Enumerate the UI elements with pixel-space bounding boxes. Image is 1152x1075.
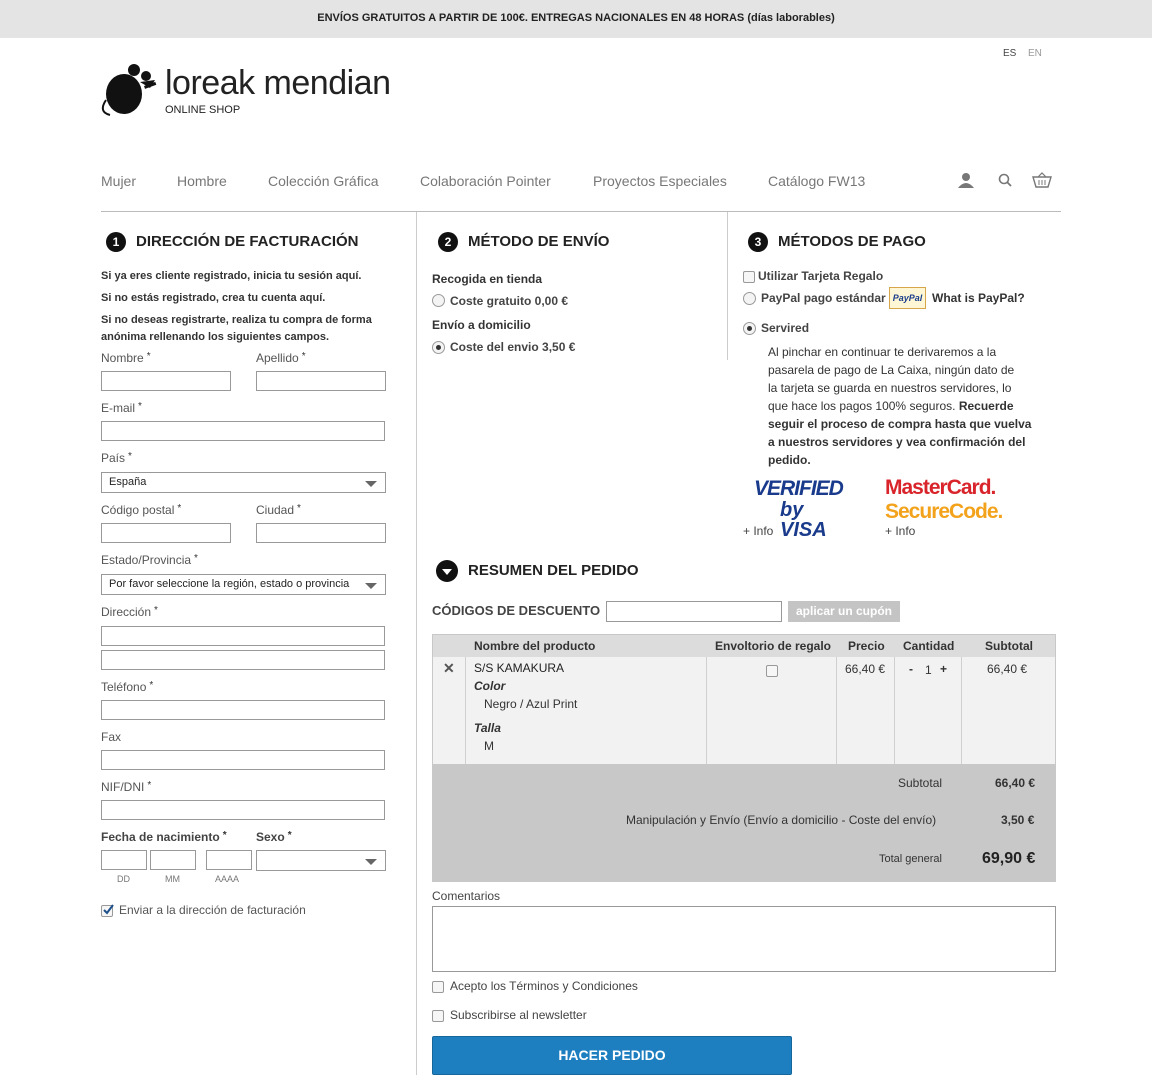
aaaa-hint: AAAA xyxy=(215,874,240,884)
brand-name[interactable]: loreak mendian xyxy=(165,64,391,102)
product-name[interactable]: S/S KAMAKURA xyxy=(474,661,565,675)
what-is-paypal-link[interactable]: What is PayPal? xyxy=(932,291,1025,305)
nif-label: NIF/DNI * xyxy=(101,780,152,794)
estado-select[interactable]: Por favor seleccione la región, estado o provincia xyxy=(101,574,386,595)
subtotal-value: 66,40 € xyxy=(995,776,1036,790)
birth-year-input[interactable] xyxy=(206,850,252,870)
qty-value[interactable]: 1 xyxy=(925,663,932,677)
color-label: Color xyxy=(474,679,506,693)
pais-select[interactable]: España xyxy=(101,472,386,493)
col-product: Nombre del producto xyxy=(474,639,596,653)
nif-input[interactable] xyxy=(101,800,385,820)
col-gift-wrap: Envoltorio de regalo xyxy=(715,639,832,653)
fax-input[interactable] xyxy=(101,750,385,770)
chevron-down-icon xyxy=(365,481,377,487)
col-quantity: Cantidad xyxy=(903,639,955,653)
shipping-cost-value: 3,50 € xyxy=(1001,813,1035,827)
billing-title: DIRECCIÓN DE FACTURACIÓN xyxy=(136,232,359,250)
shipping-heading xyxy=(438,232,609,252)
subtotal-label: Subtotal xyxy=(898,776,943,790)
apellido-label: Apellido * xyxy=(256,351,306,365)
brand-subtitle: ONLINE SHOP xyxy=(165,104,241,116)
gift-card-label[interactable]: Utilizar Tarjeta Regalo xyxy=(758,269,884,283)
col-price: Precio xyxy=(848,639,885,653)
visa-info-link[interactable]: + Info xyxy=(743,524,774,538)
telefono-input[interactable] xyxy=(101,700,385,720)
comments-textarea[interactable] xyxy=(432,906,1056,972)
nav-hombre[interactable]: Hombre xyxy=(177,173,227,189)
remove-item-icon[interactable]: ✕ xyxy=(443,660,455,676)
mouse-logo-icon[interactable] xyxy=(100,60,160,118)
chevron-down-icon xyxy=(365,583,377,589)
nav-catalogo-fw13[interactable]: Catálogo FW13 xyxy=(768,173,866,189)
nav-divider xyxy=(101,211,1061,212)
cp-label: Código postal * xyxy=(101,503,182,517)
chevron-down-icon xyxy=(365,859,377,865)
size-label: Talla xyxy=(474,721,501,735)
payment-heading xyxy=(748,232,926,252)
servired-label[interactable]: Servired xyxy=(761,321,810,335)
billing-heading xyxy=(106,232,359,252)
terms-label[interactable]: Acepto los Términos y Condiciones xyxy=(450,979,638,993)
coupon-input[interactable] xyxy=(606,601,782,622)
ship-same-label[interactable]: Enviar a la dirección de facturación xyxy=(119,903,306,917)
lang-es-link[interactable]: ES xyxy=(1003,48,1017,59)
sexo-label: Sexo * xyxy=(256,830,292,844)
apellido-input[interactable] xyxy=(256,371,386,391)
email-input[interactable] xyxy=(101,421,385,441)
servired-radio[interactable] xyxy=(743,322,756,335)
checkmark-icon xyxy=(102,904,114,916)
ship-same-checkbox[interactable] xyxy=(101,905,113,917)
place-order-button[interactable]: HACER PEDIDO xyxy=(432,1036,792,1075)
fax-label: Fax xyxy=(101,730,122,744)
grand-total-value: 69,90 € xyxy=(982,850,1036,867)
item-subtotal: 66,40 € xyxy=(987,662,1028,676)
step-3-badge: 3 xyxy=(748,232,768,252)
telefono-label: Teléfono * xyxy=(101,680,154,694)
column-divider-2 xyxy=(727,212,728,360)
search-icon[interactable] xyxy=(998,173,1012,190)
gift-wrap-checkbox[interactable] xyxy=(766,665,778,677)
nav-proyectos-especiales[interactable]: Proyectos Especiales xyxy=(593,173,727,189)
dd-hint: DD xyxy=(117,874,130,884)
ciudad-input[interactable] xyxy=(256,523,386,543)
newsletter-label[interactable]: Subscribirse al newsletter xyxy=(450,1008,587,1022)
lang-en-link[interactable]: EN xyxy=(1028,48,1042,59)
promo-bar: ENVÍOS GRATUITOS A PARTIR DE 100€. ENTREGAS NACIONALES EN 48 HORAS (días laborables) xyxy=(0,0,1152,38)
qty-plus-button[interactable]: + xyxy=(940,662,948,676)
nav-mujer[interactable]: Mujer xyxy=(101,173,137,189)
paypal-radio[interactable] xyxy=(743,292,756,305)
direccion-label: Dirección * xyxy=(101,605,158,619)
birth-day-input[interactable] xyxy=(101,850,147,870)
estado-label: Estado/Provincia * xyxy=(101,553,198,567)
home-delivery-radio[interactable] xyxy=(432,341,445,354)
nombre-input[interactable] xyxy=(101,371,231,391)
servired-description: Al pinchar en continuar te derivaremos a la pasarela de pago de La Caixa, ningún dato de la tarjeta se guarda en nuestros servidores, lo que hace los pagos 100% seguros. Recuerde seguir el proceso de compra hasta que vuelva a nuestros servidores y vea confirmación del pedido. xyxy=(768,345,1032,467)
terms-checkbox[interactable] xyxy=(432,981,444,993)
cart-table xyxy=(432,634,1056,882)
cart-icon[interactable] xyxy=(1032,172,1052,191)
mm-hint: MM xyxy=(165,874,180,884)
direccion-input-1[interactable] xyxy=(101,626,385,646)
nav-coleccion-grafica[interactable]: Colección Gráfica xyxy=(268,173,379,189)
apply-coupon-button[interactable]: aplicar un cupón xyxy=(788,601,900,622)
nombre-label: Nombre * xyxy=(101,351,151,365)
payment-title: MÉTODOS DE PAGO xyxy=(778,232,926,250)
home-group-label: Envío a domicilio xyxy=(432,318,531,332)
fecha-label: Fecha de nacimiento * xyxy=(101,830,227,844)
pickup-radio[interactable] xyxy=(432,294,445,307)
pickup-group-label: Recogida en tienda xyxy=(432,272,543,286)
guest-note-1: Si no deseas registrarte, realiza tu compra de forma xyxy=(101,314,372,326)
email-label: E-mail * xyxy=(101,401,142,415)
chevron-down-icon xyxy=(436,560,458,582)
summary-title: RESUMEN DEL PEDIDO xyxy=(468,561,639,579)
paypal-logo: PayPal xyxy=(889,287,926,309)
guest-note-2: anónima rellenando los siguientes campos. xyxy=(101,331,330,343)
birth-month-input[interactable] xyxy=(150,850,196,870)
verified-by-visa-logo: VERIFIED by VISA xyxy=(754,477,843,541)
step-2-badge: 2 xyxy=(438,232,458,252)
mastercard-info-link[interactable]: + Info xyxy=(885,524,916,538)
login-note[interactable]: Si ya eres cliente registrado, inicia tu sesión aquí. xyxy=(101,270,362,282)
home-option-label[interactable]: Coste del envio 3,50 € xyxy=(450,340,576,354)
item-price: 66,40 € xyxy=(845,662,886,676)
shipping-title: MÉTODO DE ENVÍO xyxy=(468,232,610,250)
column-divider-1 xyxy=(416,212,417,1075)
paypal-label[interactable]: PayPal pago estándar xyxy=(761,291,886,305)
step-1-badge: 1 xyxy=(106,232,126,252)
qty-minus-button[interactable]: - xyxy=(909,662,913,676)
col-subtotal: Subtotal xyxy=(985,639,1033,653)
mastercard-securecode-logo: MasterCard. SecureCode. xyxy=(885,476,1003,523)
summary-heading xyxy=(436,560,639,582)
shipping-cost-label: Manipulación y Envío (Envío a domicilio - Coste del envío) xyxy=(626,813,937,827)
pickup-option-label[interactable]: Coste gratuito 0,00 € xyxy=(450,294,569,308)
nav-colaboracion-pointer[interactable]: Colaboración Pointer xyxy=(420,173,551,189)
ciudad-label: Ciudad * xyxy=(256,503,301,517)
grand-total-label: Total general xyxy=(879,853,942,865)
cp-input[interactable] xyxy=(101,523,231,543)
size-value: M xyxy=(484,739,494,753)
sexo-select[interactable] xyxy=(256,850,386,871)
color-value: Negro / Azul Print xyxy=(484,697,578,711)
coupon-label: CÓDIGOS DE DESCUENTO xyxy=(432,603,601,618)
direccion-input-2[interactable] xyxy=(101,650,385,670)
register-note[interactable]: Si no estás registrado, crea tu cuenta aquí. xyxy=(101,292,326,304)
pais-label: País * xyxy=(101,451,132,465)
gift-card-checkbox[interactable] xyxy=(743,271,755,283)
comments-label: Comentarios xyxy=(432,889,501,903)
newsletter-checkbox[interactable] xyxy=(432,1010,444,1022)
user-icon[interactable] xyxy=(957,172,975,191)
